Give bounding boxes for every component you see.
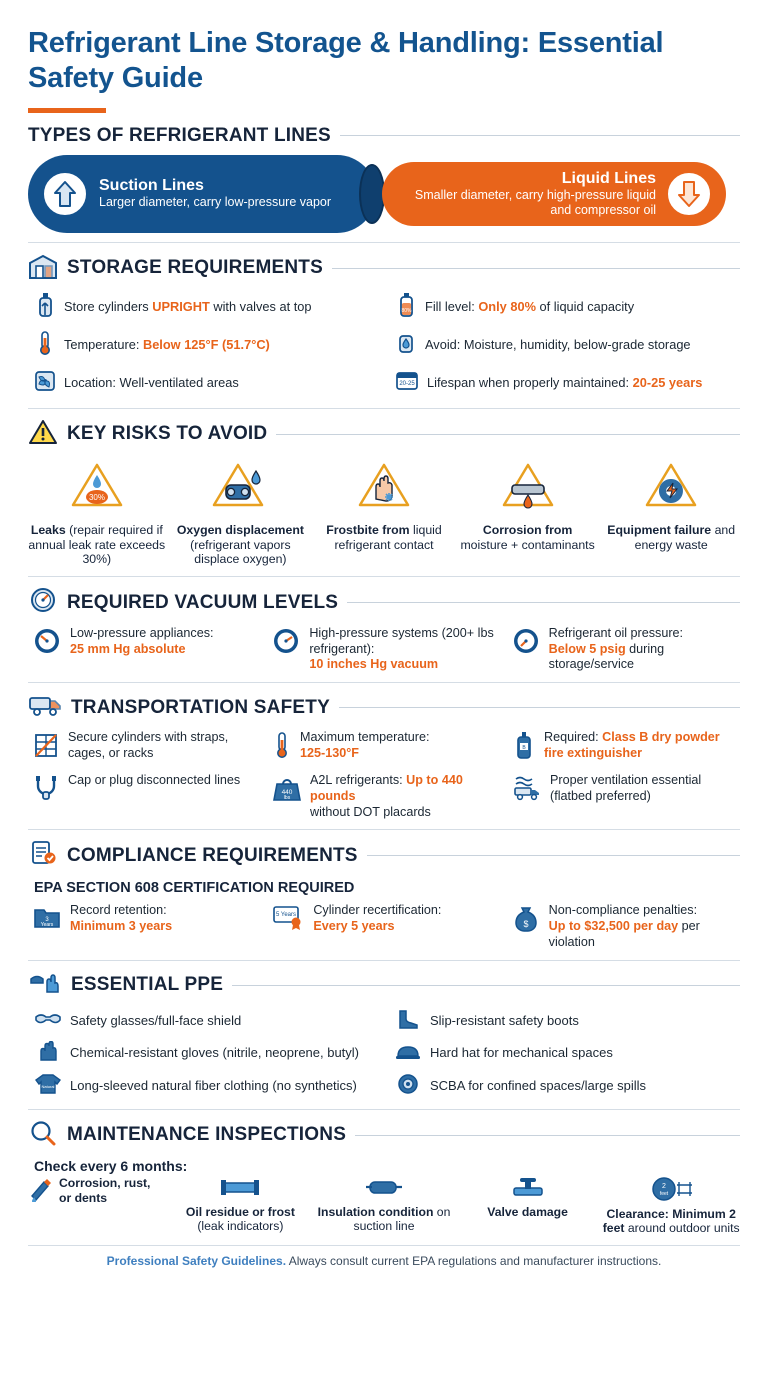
list-item-text: Avoid: Moisture, humidity, below-grade storage <box>425 337 691 353</box>
suction-line-desc: Larger diameter, carry low-pressure vapor <box>99 195 332 210</box>
corrosion-dent-icon <box>28 1176 54 1207</box>
corrosion-pipe-icon <box>500 459 556 518</box>
risk-caption: Corrosion from moisture + contaminants <box>460 522 595 552</box>
divider <box>28 682 740 683</box>
header-rule <box>332 268 740 269</box>
footer-rest: Always consult current EPA regulations and manufacturer instructions. <box>286 1253 662 1268</box>
thermometer-icon <box>34 330 56 361</box>
list-item <box>271 903 500 950</box>
section-header-risks <box>28 418 740 451</box>
risk-item <box>315 459 453 567</box>
list-item-text: Low-pressure appliances: 25 mm Hg absolute <box>70 626 214 656</box>
section-title: TRANSPORTATION SAFETY <box>71 696 330 718</box>
divider <box>28 242 740 243</box>
maintenance-caption: Valve damage <box>487 1204 568 1219</box>
money-bag-icon <box>511 903 541 938</box>
list-item <box>395 292 740 323</box>
cap-plug-icon <box>32 773 60 806</box>
suction-line-pipe <box>28 155 376 233</box>
list-item-text: Record retention: Minimum 3 years <box>70 903 173 934</box>
divider <box>28 408 740 409</box>
gloves-icon <box>34 1041 62 1066</box>
warehouse-icon <box>28 252 58 285</box>
fill-level-icon <box>395 292 417 323</box>
list-item <box>395 368 740 399</box>
list-item <box>511 626 740 673</box>
liquid-line-label: Liquid Lines <box>561 169 656 187</box>
risk-caption: Leaks (repair required if annual leak rate exceeds 30%) <box>28 522 166 567</box>
safety-boots-icon <box>394 1009 422 1034</box>
maintenance-item <box>459 1176 597 1220</box>
list-item-text: Secure cylinders with straps, cages, or racks <box>68 730 229 760</box>
list-item-text: Temperature: Below 125°F (51.7°C) <box>64 337 270 353</box>
valve-icon <box>508 1176 548 1205</box>
list-item <box>512 730 740 765</box>
strap-cage-icon <box>32 730 60 765</box>
line-types-diagram <box>28 155 740 233</box>
list-item-text: Proper ventilation essential (flatbed preferred) <box>550 773 702 803</box>
list-item <box>34 368 379 399</box>
list-item <box>34 1009 380 1034</box>
list-item <box>34 292 379 323</box>
section-header-ppe <box>28 970 740 1001</box>
clothing-icon <box>34 1073 62 1100</box>
liquid-line-pipe <box>382 162 726 227</box>
list-item-text: Cap or plug disconnected lines <box>68 773 241 788</box>
svg-text:30%: 30% <box>88 492 105 502</box>
maintenance-caption: Clearance: Minimum 2 feet around outdoor units <box>602 1206 740 1236</box>
list-item-text: Chemical-resistant gloves (nitrile, neoprene, butyl) <box>70 1044 360 1060</box>
truck-icon <box>28 692 62 723</box>
header-rule <box>232 985 740 986</box>
frostbite-hand-icon <box>356 459 412 518</box>
list-item <box>272 730 500 765</box>
header-rule <box>276 434 740 435</box>
maintenance-items <box>28 1176 740 1236</box>
svg-text:feet: feet <box>660 1190 669 1197</box>
section-header-compliance <box>28 839 740 872</box>
section-title: STORAGE REQUIREMENTS <box>67 257 323 279</box>
up-arrow-icon <box>42 171 88 217</box>
safety-glasses-icon <box>34 1010 62 1033</box>
section-title: COMPLIANCE REQUIREMENTS <box>67 844 358 866</box>
storage-items <box>28 292 740 399</box>
list-item-text: Required: Class B dry powder fire extinguisher <box>544 730 720 760</box>
list-item <box>32 773 260 820</box>
header-rule <box>367 855 740 856</box>
list-item <box>32 626 261 673</box>
svg-text:20-25: 20-25 <box>399 380 415 387</box>
list-item <box>394 1009 740 1034</box>
maintenance-caption: Insulation condition on suction line <box>317 1204 451 1234</box>
maintenance-caption: Oil residue or frost (leak indicators) <box>185 1204 295 1234</box>
folder-3-years-icon <box>32 903 62 936</box>
maintenance-item <box>602 1176 740 1236</box>
title-underline <box>28 108 106 113</box>
list-item <box>32 730 260 765</box>
moisture-icon <box>395 330 417 361</box>
gauge-icon <box>28 586 58 619</box>
list-item <box>394 1041 740 1066</box>
respirator-icon <box>212 459 268 518</box>
vacuum-items <box>28 626 740 673</box>
leak-drop-icon <box>69 459 125 518</box>
divider <box>28 960 740 961</box>
magnifier-icon <box>28 1119 58 1152</box>
warning-triangle-icon <box>28 418 58 451</box>
ppe-icon <box>28 970 62 1001</box>
divider <box>28 576 740 577</box>
equipment-failure-icon <box>643 459 699 518</box>
list-item-text: SCBA for confined spaces/large spills <box>430 1077 647 1093</box>
risk-item <box>28 459 166 567</box>
list-item <box>395 330 740 361</box>
risk-item <box>172 459 310 567</box>
svg-text:5 Years: 5 Years <box>276 912 297 919</box>
gauge-icon <box>32 626 62 661</box>
flatbed-ventilation-icon <box>512 773 542 806</box>
risk-caption: Oxygen displacement (refrigerant vapors displace oxygen) <box>176 522 304 567</box>
svg-text:B: B <box>522 745 526 752</box>
footer <box>28 1245 740 1268</box>
section-header-transport <box>28 692 740 723</box>
list-item-text: Slip-resistant safety boots <box>430 1012 579 1028</box>
fire-extinguisher-icon <box>512 730 536 765</box>
hard-hat-icon <box>394 1041 422 1066</box>
list-item <box>272 773 500 820</box>
document-check-icon <box>28 839 58 872</box>
transport-items <box>28 730 740 820</box>
maintenance-item <box>172 1176 310 1234</box>
header-rule <box>339 707 740 708</box>
section-title: ESSENTIAL PPE <box>71 974 224 996</box>
list-item <box>394 1073 740 1100</box>
section-header-line-types <box>28 125 740 147</box>
gauge-icon <box>511 626 541 661</box>
svg-text:$: $ <box>523 919 529 930</box>
list-item-text: Fill level: Only 80% of liquid capacity <box>425 299 635 315</box>
compliance-subheading: EPA SECTION 608 CERTIFICATION REQUIRED <box>34 880 355 897</box>
svg-text:440: 440 <box>281 789 293 797</box>
liquid-line-desc: Smaller diameter, carry high-pressure liquid and compressor oil <box>414 187 656 217</box>
page-title: Refrigerant Line Storage & Handling: Essential Safety Guide <box>28 27 664 95</box>
list-item <box>511 903 740 950</box>
risk-caption: Frostbite from liquid refrigerant contact <box>326 522 442 552</box>
list-item <box>512 773 740 820</box>
risk-items <box>28 459 740 567</box>
list-item <box>32 903 261 950</box>
list-item <box>34 1073 380 1100</box>
list-item-text: Store cylinders UPRIGHT with valves at top <box>64 299 312 315</box>
svg-text:Years: Years <box>40 922 54 929</box>
ppe-items <box>28 1009 740 1100</box>
weight-440-icon <box>272 773 302 808</box>
risk-item <box>459 459 597 567</box>
scba-mask-icon <box>394 1073 422 1100</box>
insulation-icon <box>362 1176 406 1205</box>
section-title: MAINTENANCE INSPECTIONS <box>67 1124 347 1146</box>
section-title: TYPES OF REFRIGERANT LINES <box>28 124 331 146</box>
down-arrow-icon <box>666 171 712 217</box>
compliance-items <box>28 903 740 950</box>
header-rule <box>355 1135 740 1136</box>
section-title: KEY RISKS TO AVOID <box>67 423 268 445</box>
list-item-text: Hard hat for mechanical spaces <box>430 1044 613 1060</box>
liquid-line-group <box>382 155 726 233</box>
list-item-text: Maximum temperature: 125-130°F <box>300 730 430 760</box>
clearance-2ft-icon <box>648 1176 694 1207</box>
header-rule <box>347 602 740 603</box>
list-item-text: Safety glasses/full-face shield <box>70 1012 242 1028</box>
list-item-text: High-pressure systems (200+ lbs refrigerant): 10 inches Hg vacuum <box>309 626 494 672</box>
list-item-text: Non-compliance penalties: Up to $32,500 per day per violation <box>548 903 700 949</box>
risk-caption: Equipment failure and energy waste <box>607 522 736 552</box>
svg-text:Natural: Natural <box>41 1083 55 1089</box>
divider <box>28 829 740 830</box>
certificate-5-years-icon <box>271 903 305 936</box>
svg-text:2: 2 <box>662 1182 667 1190</box>
list-item <box>34 1041 380 1066</box>
section-header-vacuum <box>28 586 740 619</box>
svg-text:lbs: lbs <box>283 795 291 802</box>
list-item <box>34 330 379 361</box>
section-header-storage <box>28 252 740 285</box>
list-item-text: A2L refrigerants: Up to 440 pounds without DOT placards <box>310 773 463 819</box>
svg-text:3: 3 <box>45 917 49 924</box>
list-item <box>271 626 500 673</box>
divider <box>28 1109 740 1110</box>
list-item-text: Cylinder recertification: Every 5 years <box>313 903 442 934</box>
svg-text:80%: 80% <box>401 307 412 314</box>
list-item-text: Refrigerant oil pressure: Below 5 psig during storage/service <box>548 626 684 672</box>
cylinder-icon <box>34 292 56 323</box>
list-item-text: Location: Well-ventilated areas <box>64 375 239 391</box>
list-item-text: Long-sleeved natural fiber clothing (no synthetics) <box>70 1077 357 1093</box>
footer-lead: Professional Safety Guidelines. <box>106 1253 287 1268</box>
section-header-maintenance <box>28 1119 740 1152</box>
section-title: REQUIRED VACUUM LEVELS <box>67 591 339 613</box>
gauge-icon <box>271 626 301 661</box>
risk-item <box>602 459 740 567</box>
header-rule <box>340 135 740 136</box>
oil-frost-pipe-icon <box>218 1176 262 1205</box>
calendar-icon <box>395 368 419 399</box>
maintenance-lead: Check every 6 months: <box>34 1157 188 1174</box>
maintenance-item <box>28 1176 166 1207</box>
maintenance-item <box>315 1176 453 1234</box>
thermometer-icon <box>272 730 292 765</box>
maintenance-caption: Corrosion, rust, or dents <box>59 1176 151 1206</box>
list-item-text: Lifespan when properly maintained: 20-25 years <box>427 375 703 391</box>
fan-icon <box>34 368 56 399</box>
suction-line-label: Suction Lines <box>99 177 204 195</box>
